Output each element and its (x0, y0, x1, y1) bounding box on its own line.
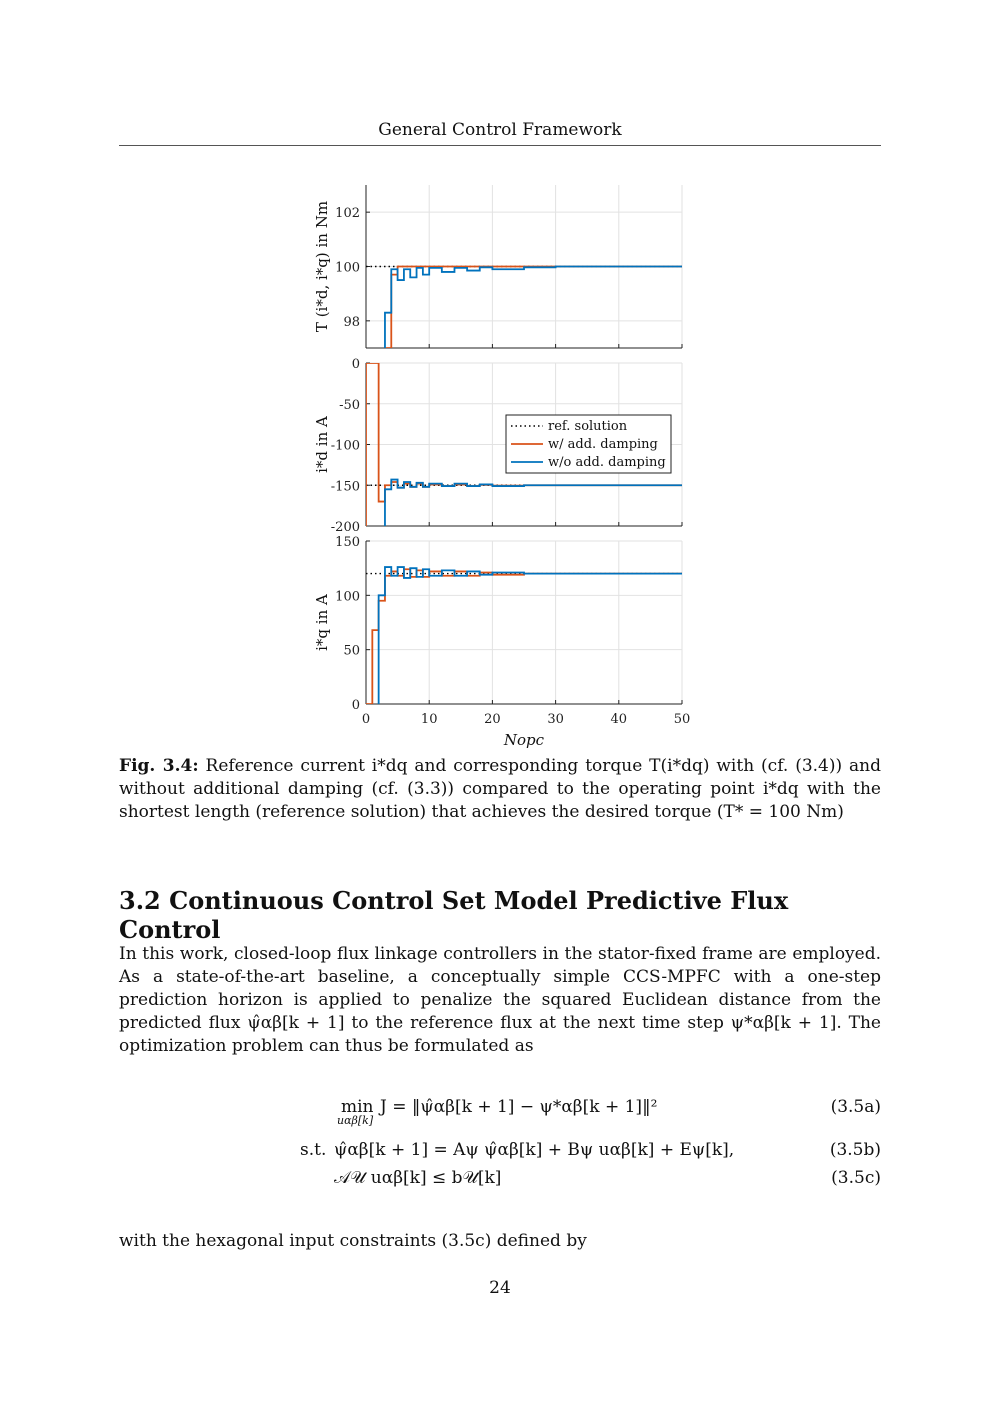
equation-3-5a (119, 1097, 881, 1125)
tail-text: with the hexagonal input constraints (3.5c) defined by (119, 1231, 587, 1251)
x-tick-label: 30 (547, 712, 564, 727)
y-tick-label: 150 (335, 535, 360, 550)
y-tick-label: -150 (330, 479, 360, 495)
series-group (366, 567, 682, 706)
eq-b-prefix: s.t. (300, 1140, 327, 1160)
legend-entry: ref. solution (548, 419, 628, 434)
eq-c-body: 𝒜𝒰 uαβ[k] ≤ b𝒰[k] (334, 1168, 502, 1188)
series-w-add-damping (366, 569, 682, 706)
legend-entry: w/ add. damping (548, 437, 658, 452)
y-tick-label: 50 (343, 643, 360, 659)
eq-a-body: J = ‖ψ̂αβ[k + 1] − ψ*αβ[k + 1]‖² (380, 1097, 658, 1117)
x-tick-label: 0 (361, 712, 371, 727)
eq-b-body: ψ̂αβ[k + 1] = Aψ ψ̂αβ[k] + Bψ uαβ[k] + Eψ[k], (334, 1140, 735, 1160)
x-tick-label: 40 (610, 712, 628, 727)
x-tick-label: 10 (420, 712, 438, 727)
eq-min: min (341, 1097, 374, 1117)
equation-3-5c (119, 1168, 881, 1196)
figure-caption (119, 755, 881, 824)
body-paragraph: In this work, closed-loop flux linkage controllers in the stator-fixed frame are employed. As a state-of-the-art baseline, a conceptually simple CCS-MPFC with a one-step prediction horizon is applied to penalize the squared Euclidean distance from the predicted flux ψ̂αβ[k + 1] to the reference flux at the next time step ψ*αβ[k + 1]. The optimization problem can thus be formulated as (119, 944, 881, 1056)
y-tick-label: 0 (351, 357, 360, 372)
eq-min-subscript: uαβ[k] (337, 1114, 374, 1127)
section-title: 3.2 Continuous Control Set Model Predictive Flux Control (119, 886, 789, 944)
y-tick-label: 0 (351, 698, 360, 713)
series-group (366, 267, 682, 351)
eq-c-number: (3.5c) (831, 1168, 881, 1188)
page-number: 24 (489, 1278, 511, 1298)
x-tick-label: 50 (673, 712, 691, 727)
equation-3-5b (119, 1140, 881, 1168)
y-tick-label: -50 (339, 397, 360, 413)
series-w-o-add-damping (379, 567, 682, 706)
eq-a-number: (3.5a) (830, 1097, 881, 1117)
eq-b-number: (3.5b) (829, 1140, 881, 1160)
x-axis-label: Nopc (503, 731, 545, 749)
chart-panel-2 (313, 357, 682, 535)
y-tick-label: 98 (343, 314, 360, 330)
y-tick-label: 100 (335, 589, 360, 605)
legend-entry: w/o add. damping (548, 455, 666, 470)
y-tick-label: -100 (330, 438, 360, 454)
caption-label: Fig. 3.4: (119, 756, 199, 776)
chart-panel-1 (313, 185, 682, 350)
x-tick-label: 20 (484, 712, 501, 727)
y-tick-label: 102 (335, 206, 360, 222)
y-tick-label: -200 (330, 520, 360, 535)
legend (506, 415, 671, 473)
chart-panel-3 (313, 535, 690, 749)
y-tick-label: 100 (335, 260, 360, 276)
y-axis-label: i*d in A (313, 416, 331, 473)
caption-text: Reference current i*dq and corresponding torque T(i*dq) with (cf. (3.4)) and without additional damping (cf. (3.3)) compared to the operating point i*dq with the shortest length (reference solution) that achieves the desired torque (T* = 100 Nm) (119, 756, 881, 822)
running-header: General Control Framework (378, 120, 622, 140)
y-axis-label: T (i*d, i*q) in Nm (313, 200, 331, 333)
y-axis-label: i*q in A (313, 594, 331, 651)
